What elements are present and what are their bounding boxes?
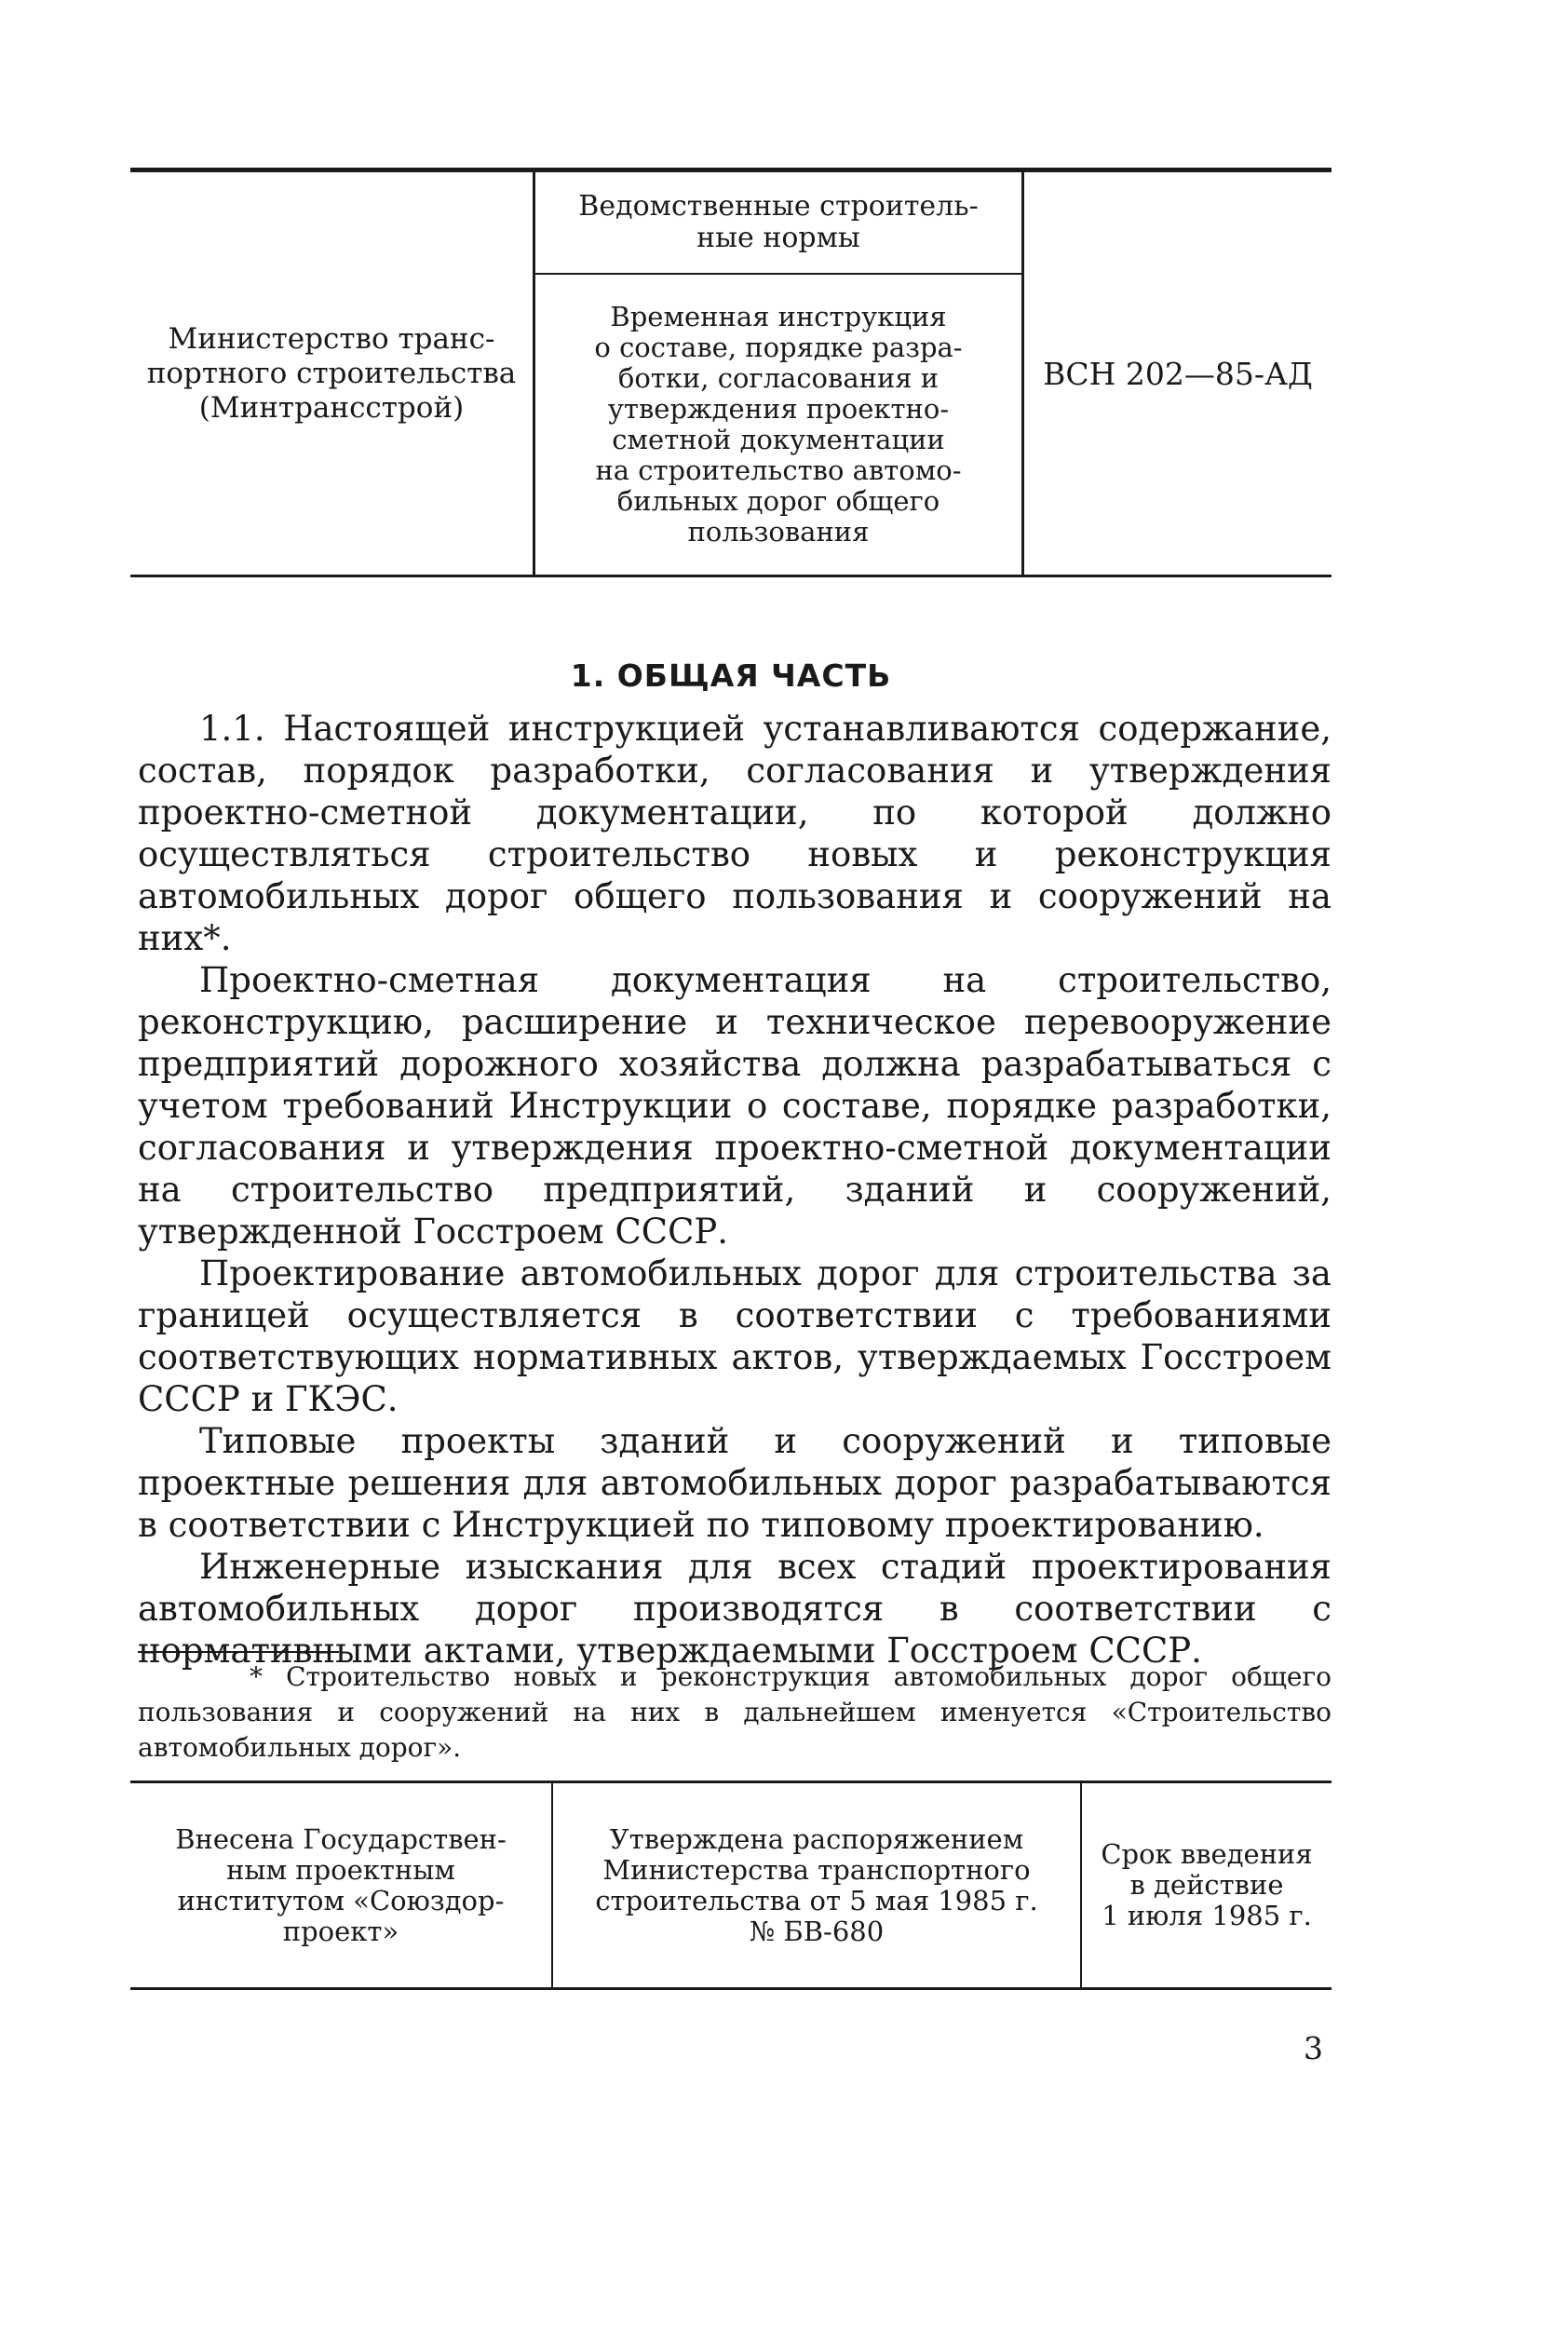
paragraph: Проектирование автомобильных дорог для строительства за границей осуществляется в соответствии с требованиями соответствующих нормативных актов, утверждаемых Госстроем СССР и ГКЭС.	[138, 1253, 1331, 1419]
paragraph: Типовые проекты зданий и сооружений и типовые проектные решения для автомобильных дорог разрабатываются в соответствии с Инструкцией по типовому проектированию.	[138, 1421, 1331, 1545]
approved-by: Утверждена распоряжением Министерства транспортного строительства от 5 мая 1985 г. № БВ-680	[551, 1783, 1082, 1987]
ministry-name: Министерство транс- портного строительства (Минтрансстрой)	[146, 321, 517, 425]
paragraph: Проектно-сметная документация на строительство, реконструкцию, расширение и техническое перевооружение предприятий дорожного хозяйства должна разрабатываться с учетом требований Инструкции о составе, порядке разработки, согласования и утверждения проектно-сметной документации на строительство предприятий, зданий и сооружений, утвержденной Госстроем СССР.	[138, 960, 1331, 1252]
paragraph: 1.1. Настоящей инструкцией устанавливаются содержание, состав, порядок разработки, согласования и утверждения проектно-сметной документации, по которой должно осуществляться строительство новых и реконструкция автомобильных дорог общего пользования и сооружений на них*.	[138, 709, 1331, 958]
document-description	[533, 172, 1024, 575]
submitted-by: Внесена Государствен- ным проектным институтом «Союздор- проект»	[175, 1822, 507, 1947]
footnote-divider	[138, 1651, 339, 1653]
paragraph: Инженерные изыскания для всех стадий проектирования автомобильных дорог производятся в соответствии с нормативными актами, утверждаемыми Госстроем СССР.	[138, 1547, 1331, 1671]
footnote-text: * Строительство новых и реконструкция автомобильных дорог общего пользования и сооружений на них в дальнейшем именуется «Строительство автомобильных дорог».	[138, 1661, 1331, 1763]
section-title: 1. ОБЩАЯ ЧАСТЬ	[570, 657, 892, 694]
body-text	[138, 708, 1331, 1672]
effective-date: Срок введения в действие 1 июля 1985 г.	[1101, 1838, 1313, 1931]
header-table	[130, 168, 1331, 577]
document-type: Ведомственные строитель- ные нормы	[535, 172, 1021, 275]
document-title: Временная инструкция о составе, порядке разра- ботки, согласования и утверждения проектно- сметной документации на строительство автомо- бильных дорог общего пользования	[594, 301, 963, 548]
footnote	[138, 1659, 1331, 1766]
document-code: ВСН 202—85-АД	[1043, 355, 1313, 392]
page-number: 3	[1304, 2030, 1323, 2066]
footer-table	[130, 1781, 1331, 1990]
